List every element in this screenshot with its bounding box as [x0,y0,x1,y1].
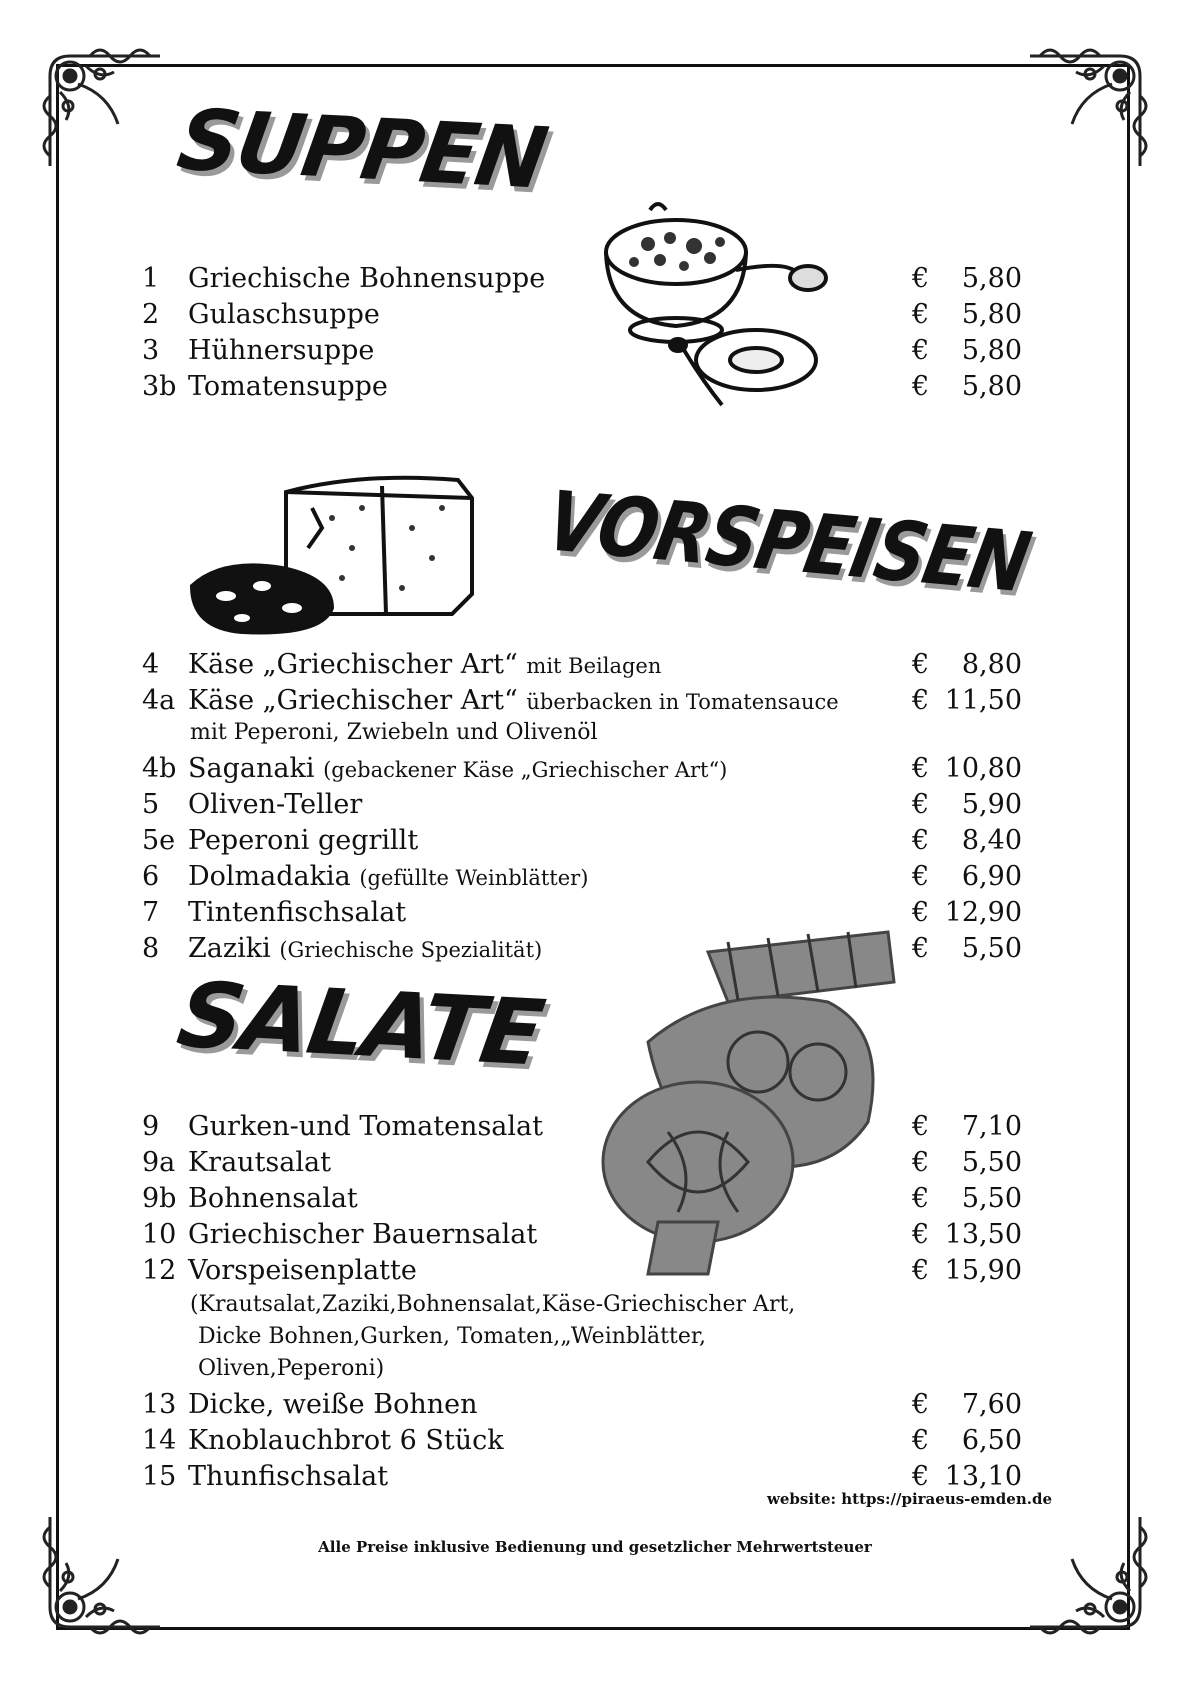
feta-cheese-olives-icon [182,468,492,636]
item-price: 5,80 [961,263,1022,294]
menu-item-row [142,824,1022,858]
item-number: 9 [142,1111,160,1142]
item-price: 5,90 [961,789,1022,820]
item-number: 7 [142,897,160,928]
currency-symbol: € [912,789,930,820]
menu-item-row [142,334,1022,368]
item-name: Thunfischsalat [188,1461,389,1492]
currency-symbol: € [912,335,930,366]
item-price: 13,10 [944,1461,1022,1492]
currency-symbol: € [912,1147,930,1178]
currency-symbol: € [912,1461,930,1492]
heading-suppen: SUPPEN [171,90,552,208]
menu-item-row [142,896,1022,930]
menu-item-row [142,752,1022,786]
currency-symbol: € [912,1255,930,1286]
item-price: 6,90 [961,861,1022,892]
item-number: 3 [142,335,160,366]
item-name: Knoblauchbrot 6 Stück [188,1425,504,1456]
menu-item-row [142,684,1022,718]
menu-item-row [142,1388,1022,1422]
item-name: Tintenfischsalat [188,897,407,928]
item-name: Gurken-und Tomatensalat [188,1111,543,1142]
item-price: 7,10 [961,1111,1022,1142]
currency-symbol: € [912,861,930,892]
currency-symbol: € [912,263,930,294]
item-number: 2 [142,299,160,330]
item-name: Oliven-Teller [188,789,363,820]
corner-ornament-icon [30,36,180,186]
item-price: 6,50 [961,1425,1022,1456]
item-number: 13 [142,1389,177,1420]
item-number: 9b [142,1183,177,1214]
item-name: Saganaki (gebackener Käse „Griechischer Art“) [188,753,728,784]
currency-symbol: € [912,897,930,928]
menu-item-row [142,1218,1022,1252]
menu-item-row [142,1460,1022,1494]
item-number: 4a [142,685,176,716]
currency-symbol: € [912,1425,930,1456]
heading-vorspeisen: VORSPEISEN [538,474,1037,612]
item-number: 8 [142,933,160,964]
item-number: 5 [142,789,160,820]
item-number: 15 [142,1461,177,1492]
item-price: 8,80 [961,649,1022,680]
item-continuation: mit Peperoni, Zwiebeln und Olivenöl [190,720,598,745]
item-name: Gulaschsuppe [188,299,380,330]
menu-item-row [142,1254,1022,1288]
item-number: 14 [142,1425,177,1456]
item-price: 13,50 [944,1219,1022,1250]
item-name: Bohnensalat [188,1183,358,1214]
item-price: 5,80 [961,335,1022,366]
menu-item-row [142,932,1022,966]
item-price: 5,50 [961,1183,1022,1214]
platte-contents-line: Oliven,Peperoni) [198,1356,385,1381]
item-note: (gefüllte Weinblätter) [359,866,589,890]
item-name: Vorspeisenplatte [188,1255,417,1286]
item-name: Krautsalat [188,1147,331,1178]
item-name: Peperoni gegrillt [188,825,419,856]
item-price: 11,50 [944,685,1022,716]
item-number: 4b [142,753,177,784]
currency-symbol: € [912,371,930,402]
item-note: überbacken in Tomatensauce [526,690,839,714]
item-name: Griechischer Bauernsalat [188,1219,538,1250]
currency-symbol: € [912,685,930,716]
item-price: 5,80 [961,299,1022,330]
item-number: 6 [142,861,160,892]
menu-item-row [142,860,1022,894]
menu-item-row [142,1110,1022,1144]
menu-item-row [142,262,1022,296]
currency-symbol: € [912,825,930,856]
item-note: (gebackener Käse „Griechischer Art“) [323,758,728,782]
currency-symbol: € [912,649,930,680]
corner-ornament-icon [1010,36,1160,186]
item-price: 15,90 [944,1255,1022,1286]
menu-item-row [142,788,1022,822]
item-name: Zaziki (Griechische Spezialität) [188,933,543,964]
item-note: (Griechische Spezialität) [279,938,543,962]
currency-symbol: € [912,1183,930,1214]
heading-salate: SALATE [170,962,549,1087]
item-name: Dolmadakia (gefüllte Weinblätter) [188,861,589,892]
website-link[interactable]: website: https://piraeus-emden.de [766,1490,1052,1508]
item-price: 8,40 [961,825,1022,856]
item-price: 5,80 [961,371,1022,402]
footer-note: Alle Preise inklusive Bedienung und gesetzlicher Mehrwertsteuer [318,1538,872,1556]
currency-symbol: € [912,933,930,964]
item-number: 12 [142,1255,177,1286]
menu-item-row [142,648,1022,682]
item-name: Dicke, weiße Bohnen [188,1389,478,1420]
item-number: 3b [142,371,177,402]
menu-item-row [142,298,1022,332]
item-number: 5e [142,825,176,856]
item-number: 9a [142,1147,176,1178]
item-price: 5,50 [961,933,1022,964]
currency-symbol: € [912,1219,930,1250]
item-price: 5,50 [961,1147,1022,1178]
currency-symbol: € [912,1389,930,1420]
item-name: Käse „Griechischer Art“ mit Beilagen [188,649,662,680]
corner-ornament-icon [1010,1497,1160,1647]
item-number: 10 [142,1219,177,1250]
currency-symbol: € [912,299,930,330]
corner-ornament-icon [30,1497,180,1647]
item-number: 4 [142,649,160,680]
menu-item-row [142,1424,1022,1458]
item-price: 12,90 [944,897,1022,928]
item-price: 7,60 [961,1389,1022,1420]
platte-contents-line: (Krautsalat,Zaziki,Bohnensalat,Käse-Griechischer Art, [190,1292,796,1317]
item-price: 10,80 [944,753,1022,784]
currency-symbol: € [912,753,930,784]
item-name: Griechische Bohnensuppe [188,263,546,294]
item-name: Hühnersuppe [188,335,375,366]
item-name: Käse „Griechischer Art“ überbacken in Tomatensauce [188,685,839,716]
menu-item-row [142,1146,1022,1180]
menu-item-row [142,370,1022,404]
item-number: 1 [142,263,160,294]
platte-contents-line: Dicke Bohnen,Gurken, Tomaten,„Weinblätter, [198,1324,706,1349]
currency-symbol: € [912,1111,930,1142]
item-name: Tomatensuppe [188,371,388,402]
menu-item-row [142,1182,1022,1216]
item-note: mit Beilagen [526,654,662,678]
